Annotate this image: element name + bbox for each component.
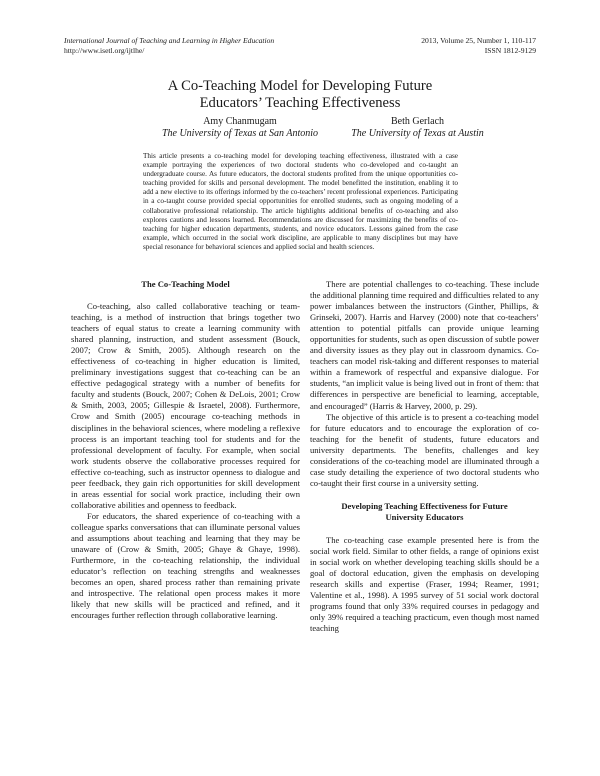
author-name: Beth Gerlach — [390, 116, 445, 127]
heading-line-2: University Educators — [385, 511, 464, 522]
heading-line-1: Developing Teaching Effectiveness for Future — [341, 500, 508, 511]
author-affiliation: The University of Texas at Austin — [351, 128, 484, 139]
section-heading: The Co-Teaching Model — [141, 279, 230, 289]
issn: ISSN 1812-9129 — [484, 46, 536, 55]
paragraph: The co-teaching case example presented here is from the social work field. Similar to other fields, a range of opinions exist in social work on whether developing teaching skills should be a goal of doctoral education, given the emphasis on developing research skills and expertise (Fraser, 1994; Reamer, 1991; Valentine et al., 1998). A 1995 survey of 51 social work doctoral programs found that only 33% required courses in pedagogy and only 39% required a teaching practicum, even though most named teaching — [310, 534, 539, 634]
journal-header — [64, 36, 274, 56]
citation: 2013, Volume 25, Number 1, 110-117 — [421, 36, 536, 45]
paragraph: The objective of this article is to present a co-teaching model for future educators and to encourage the exploration of co-teaching for the benefit of students, future educators and university departments. The benefits, challenges and key considerations of the co-teaching model are illuminated through a case study detailing the experience of two doctoral students who co-taught their first course in a university setting. — [310, 411, 539, 488]
abstract: This article presents a co-teaching model for developing teaching effectiveness, illustrated with a case example portraying the experiences of two doctoral students who co-developed and co-taught an undergraduate course. As future educators, the doctoral students profited from the unique opportunities co-teaching provided for skills and personal development. The model benefitted the institution, enabling it to add a new elective to its offerings informed by the co-teachers’ recent professional experiences. Participating in a co-taught course provided special opportunities for enrolled students, such as ongoing modeling of a collaborative professional relationship. The article highlights additional benefits of co-teaching and also explores cautions and lessons learned. Recommendations are discussed for maximizing the benefits of co-teaching for higher education departments, students, and novice educators. Lessons gained from the case example, which occurred in the social work discipline, are applicable to many disciplines but may have special resonance for behavioral sciences and applied social and health sciences. — [143, 152, 458, 251]
paragraph: For educators, the shared experience of co-teaching with a colleague sparks conversations that can illuminate personal values and assumptions about teaching and learning that they may be unaware of (Crow & Smith, 2005; Ghaye & Ghaye, 1998). Furthermore, in the co-teaching relationship, the individual educator’s reflection on teaching strengths and weaknesses becomes an open, shared process rather than remaining private and introspective. The relational open process makes it more likely that new skills will be practiced and refined, and it encourages further reflection through collaborative learning. — [71, 510, 300, 621]
author-1 — [145, 116, 335, 140]
title-line-1: A Co-Teaching Model for Developing Future — [167, 78, 433, 94]
author-2 — [350, 116, 485, 140]
paragraph: Co-teaching, also called collaborative teaching or team-teaching, is a method of instruction that brings together two teachers of equal status to create a learning community with shared planning, instruction, and student assessment (Bouck, 2007; Crow & Smith, 2005). Although research on the effectiveness of co-teaching in higher education is limited, preliminary investigations suggest that co-teaching can be an effective pedagogical strategy with a number of benefits for faculty and students (Bouck, 2007; Cohen & DeLois, 2001; Crow & Smith, 2003, 2005; Gillespie & Israetel, 2008). Furthermore, Crow and Smith (2005) encourage co-teaching methods in disciplines in the behavioral sciences, where modeling a reflexive process is an important teaching tool for students and for the professional development of faculty. For example, when social work students observe the collaborative processes required for effective co-teaching, such as instructor openness to dialogue and peer feedback, they gain rich opportunities for skill development in areas essential for social work practice, including their own collaborative abilities and openness to feedback. — [71, 301, 300, 510]
left-column — [71, 279, 300, 621]
article-title — [0, 78, 600, 112]
citation-header — [421, 36, 536, 56]
title-line-2: Educators’ Teaching Effectiveness — [199, 95, 401, 111]
section-heading — [310, 501, 539, 523]
author-affiliation: The University of Texas at San Antonio — [161, 128, 319, 139]
journal-url[interactable]: http://www.isetl.org/ijtlhe/ — [64, 46, 145, 55]
author-name: Amy Chanmugam — [203, 116, 277, 127]
paragraph: There are potential challenges to co-teaching. These include the additional planning time required and difficulties related to any power imbalances between the instructors (Ginther, Phillips, & Grinseki, 2007). Harris and Harvey (2000) note that co-teachers’ attention to potential pitfalls can provide unique learning opportunities for students, such as open discussion of subtle power and diversity issues as they play out in classroom dynamics. Co-teachers can model risk-taking and different responses to material within a framework of respectful and expansive dialogue. For students, “an implicit value is being lived out in front of them: that differences in perspective are beneficial to learning, acceptable, and encouraged” (Harris & Harvey, 2000, p. 29). — [310, 279, 539, 411]
right-column — [310, 279, 539, 634]
journal-name: International Journal of Teaching and Learning in Higher Education — [64, 36, 275, 45]
